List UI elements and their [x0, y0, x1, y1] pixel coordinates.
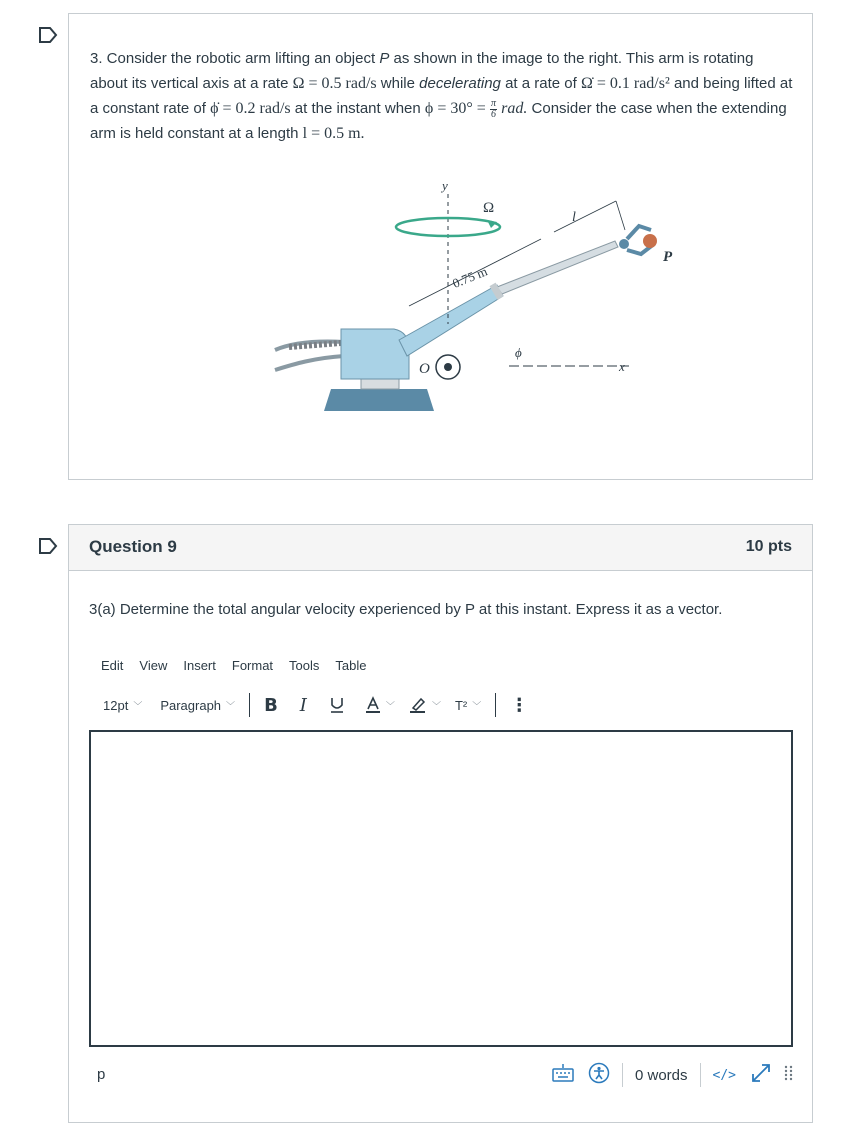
flag-question-icon[interactable]: [38, 27, 58, 43]
chevron-down-icon: ﹀: [472, 700, 482, 711]
omega-label: Ω: [483, 200, 495, 216]
keyboard-icon[interactable]: [552, 1063, 574, 1087]
editor-menubar: [101, 658, 366, 673]
menu-insert[interactable]: Insert: [183, 658, 216, 673]
question-header: [69, 525, 812, 571]
pi-over-six: $\frac{\pi}{6}$: [490, 97, 496, 120]
object-p-label: P: [663, 249, 673, 265]
superscript-icon[interactable]: [455, 698, 481, 713]
menu-format[interactable]: Format: [231, 658, 274, 673]
highlight-icon[interactable]: [409, 696, 441, 714]
bold-icon[interactable]: B: [264, 694, 278, 716]
x-axis-label: x: [619, 359, 625, 374]
arm-body: [341, 329, 409, 379]
html-editor-toggle[interactable]: </>: [712, 1067, 736, 1083]
robotic-arm-figure: [269, 164, 673, 434]
chevron-down-icon: ﹀: [385, 700, 395, 711]
question-title: Question 9: [89, 537, 177, 556]
statusbar-divider: [622, 1063, 623, 1087]
question-9-card: [68, 524, 813, 1123]
question-prompt: 3(a) Determine the total angular velocity experienced by P at this instant. Express it as a vector.: [89, 601, 723, 618]
font-size-value: 12pt: [103, 697, 129, 713]
menu-view[interactable]: View: [139, 658, 168, 673]
underline-icon[interactable]: [329, 696, 345, 714]
menu-table[interactable]: Table: [335, 658, 367, 673]
menu-edit[interactable]: Edit: [101, 658, 124, 673]
editor-statusbar: [89, 1060, 794, 1090]
object-p: [643, 234, 657, 248]
fullscreen-icon[interactable]: [750, 1062, 772, 1088]
chevron-down-icon: ﹀: [431, 700, 441, 711]
problem-text: 3. Consider the robotic arm lifting an object P as shown in the image to the right. This arm is rotating about its vertical axis at a rate Ω = 0.5 rad/s while decelerating at a rate of Ω̇ = 0.1 rad/s² and being lifted at a constant rate of ϕ̇ = 0.2 rad/s at the instant when ϕ = 30° = $\frac{\pi}{6}$ rad. Consider the case when the extending arm is held constant at a length l = 0.5 m.: [90, 50, 793, 142]
more-options-icon[interactable]: ⋮: [510, 694, 529, 715]
chevron-down-icon: ﹀: [133, 700, 143, 711]
question-points: 10 pts: [745, 538, 792, 555]
rich-text-editor[interactable]: [89, 730, 793, 1047]
y-axis-label: y: [442, 178, 448, 193]
block-format-value: Paragraph: [160, 697, 222, 713]
word-count[interactable]: 0 words: [634, 1066, 688, 1084]
length-label: l: [572, 210, 576, 225]
arm-extension: [497, 241, 618, 294]
menu-tools[interactable]: Tools: [289, 658, 320, 673]
editor-toolbar: [103, 690, 528, 720]
flag-question-9-icon[interactable]: [38, 538, 58, 554]
arm-outer-tube: [399, 285, 503, 356]
toolbar-divider: [249, 693, 250, 717]
chevron-down-icon: ﹀: [226, 700, 236, 711]
statusbar-divider: [700, 1063, 701, 1087]
problem-statement-card: [68, 13, 813, 480]
font-size-select[interactable]: [103, 698, 142, 713]
accessibility-icon[interactable]: [588, 1062, 610, 1088]
resize-handle-icon[interactable]: [784, 1064, 794, 1086]
block-format-select[interactable]: [160, 698, 235, 713]
italic-icon[interactable]: I: [299, 694, 307, 716]
phi-label: ϕ: [515, 345, 522, 360]
element-path[interactable]: p: [97, 1066, 106, 1083]
superscript-label: T²: [454, 697, 468, 713]
statusbar-controls: [552, 1062, 794, 1088]
origin-label: O: [419, 361, 430, 377]
toolbar-divider: [495, 693, 496, 717]
text-color-icon[interactable]: [365, 696, 395, 714]
dimension-label: 0.75 m: [450, 263, 490, 291]
arm-base: [324, 389, 434, 411]
